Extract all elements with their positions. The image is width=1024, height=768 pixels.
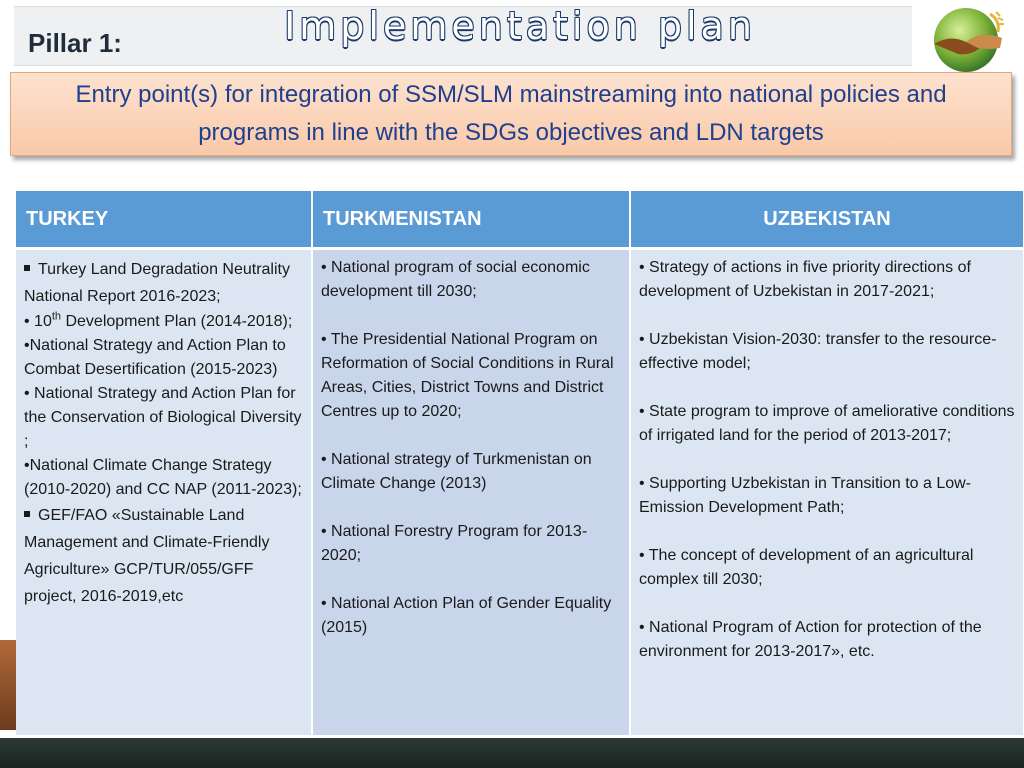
header-turkmenistan: TURKMENISTAN [312, 191, 630, 249]
page-title: Implementation plan [284, 4, 756, 48]
list-item: • 10th Development Plan (2014-2018); [24, 310, 293, 330]
table-row [16, 249, 1024, 736]
list-item: • National Action Plan of Gender Equality (2015) [321, 595, 612, 636]
header-turkey: TURKEY [16, 191, 312, 249]
uzbekistan-cell [630, 249, 1024, 736]
list-item: •National Strategy and Action Plan to Combat Desertification (2015-2023) [24, 337, 286, 378]
entry-point-box [10, 72, 1012, 156]
countries-table [16, 191, 1024, 735]
list-item: • Supporting Uzbekistan in Transition to a Low-Emission Development Path; [639, 475, 971, 516]
square-bullet-icon [24, 511, 30, 517]
list-item: • The Presidential National Program on Reformation of Social Conditions in Rural Areas, Cities, District Towns and District Centres up to 2020; [321, 331, 614, 420]
list-item: • Uzbekistan Vision-2030: transfer to the resource-effective model; [639, 331, 997, 372]
table-header-row [16, 191, 1024, 249]
entry-point-text: Entry point(s) for integration of SSM/SLM mainstreaming into national policies and programs in line with the SDGs objectives and LDN targets [75, 81, 947, 146]
turkey-cell [16, 249, 312, 736]
square-bullet-icon [24, 265, 30, 271]
header-uzbekistan: UZBEKISTAN [630, 191, 1024, 249]
list-item: • National strategy of Turkmenistan on Climate Change (2013) [321, 451, 592, 492]
handshake-globe-icon [930, 4, 1008, 74]
list-item: • State program to improve of ameliorative conditions of irrigated land for the period of 2013-2017; [639, 403, 1015, 444]
list-item: • National Program of Action for protection of the environment for 2013-2017», etc. [639, 619, 982, 660]
list-item: • The concept of development of an agricultural complex till 2030; [639, 547, 974, 588]
list-item: • National Strategy and Action Plan for the Conservation of Biological Diversity ; [24, 385, 302, 450]
list-item: • National Forestry Program for 2013-2020; [321, 523, 588, 564]
bottom-decor-band [0, 738, 1024, 768]
list-item: •National Climate Change Strategy (2010-2020) and CC NAP (2011-2023); [24, 457, 302, 498]
list-item: • Strategy of actions in five priority directions of development of Uzbekistan in 2017-2021; [639, 259, 971, 300]
turkmenistan-cell [312, 249, 630, 736]
pillar-label: Pillar 1: [28, 28, 122, 58]
list-item: Turkey Land Degradation Neutrality National Report 2016-2023; [24, 261, 290, 305]
list-item: GEF/FAO «Sustainable Land Management and Climate-Friendly Agriculture» GCP/TUR/055/GFF project, 2016-2019,etc [24, 507, 270, 605]
list-item: • National program of social economic development till 2030; [321, 259, 590, 300]
